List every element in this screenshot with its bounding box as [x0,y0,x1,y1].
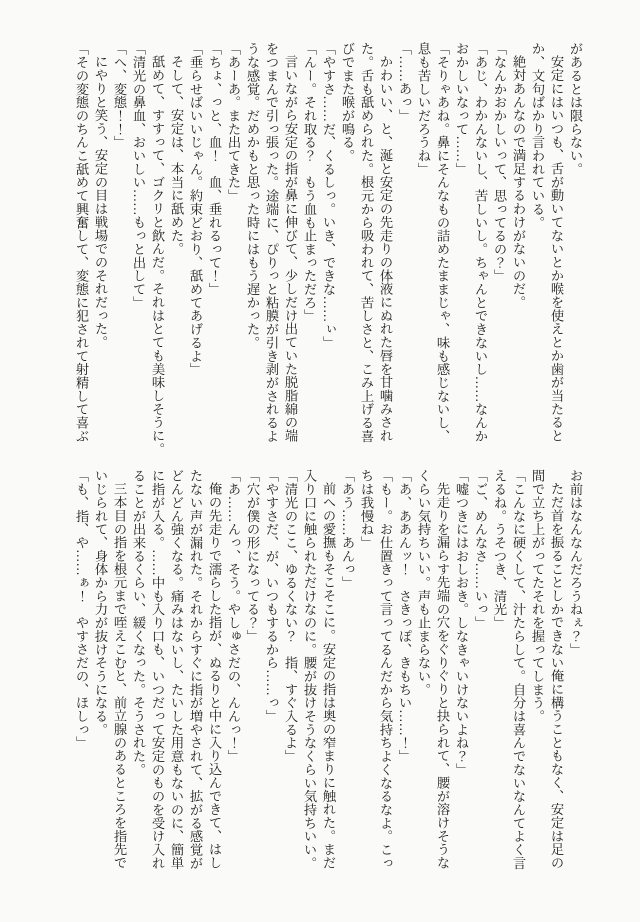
text-column: 「あう……あんっ」 [340,469,355,590]
text-column: 「その変態のちんこ舐めて興奮して、変態に犯されて射精して喜ぶ [74,42,89,443]
text-column: 「なんかおかしいって、思ってるの？」 [492,42,507,283]
text-column: おかしいなって……」 [454,42,469,176]
text-column: 間で立ち上がってたそれを握ってしまう。 [530,469,545,723]
text-column: 「清光の鼻血、おいしい……もっと出して」 [131,42,146,309]
text-column: 「そりゃあね。鼻にそんなもの詰めたままじゃ、味も感じないし、 [435,42,450,443]
text-column: えるね。うそつき、清光」 [492,469,507,630]
text-column: 「垂らせばいいじゃん。約束どおり、舐めてあげるよ」 [188,42,203,376]
text-column: 前への愛撫もそこそこに。安定の指は奥の窄まりに触れた。まだ [321,482,336,870]
text-column: 「こんなに硬くして、汁たらして。自分は喜んでないなんてよく言 [511,469,526,870]
text-column: にやりと笑う、安定の目は戦場でのそれだった。 [93,55,108,349]
text-column: か、文句ばかり言われている。 [530,42,545,229]
text-column: に指が入る。……中も入り口も、いつだって安定のものを受け入れ [150,469,165,870]
text-column: があるとは限らない。 [568,42,583,176]
text-column: 言いながら安定の指が鼻に伸びて、少しだけ出ていた脱脂綿の端 [283,55,298,443]
text-column: 安定にはいつも、舌が動いてないとか喉を使えとか歯が当たると [549,55,564,443]
text-column: 「嘘つきにはおしおき。しなきゃいけないよね？」 [454,469,469,777]
text-column: 「清光のここ、ゆるくない？ 指、すぐ入るよ」 [283,469,298,763]
text-column: たない声が漏れた。それからすぐに指が増やされて、拡がる感覚が [188,469,203,870]
text-column: ちは我慢ね」 [359,469,374,550]
text-column: 三本目の指を根元まで咥えこむと、前立腺のあるところを指先で [112,482,127,870]
text-column: 舐めて、すすって、ゴクリと飲んだ。それはとても美味しそうに。 [150,55,165,456]
text-column: いじられて、身体から力が抜けそうになる。 [93,469,108,736]
text-column: どんどん強くなる。痛みはないし、たいした用意もないのに、簡単 [169,469,184,870]
text-column: 「やすさだ、が、いつもするから……っ」 [264,469,279,723]
text-column: 絶対あんなので満足するわけがないのだ。 [511,55,526,309]
text-column: ることが出来るくらい、緩くなった。そうされた。 [131,469,146,777]
text-column: びでまた喉が鳴る。 [340,42,355,163]
text-column: 「あーあ。また出てきた」 [226,42,241,203]
lower-text-block [71,469,585,872]
text-column: 先走りを漏らす先端の穴をぐりぐりと抉られて、腰が溶けそうな [435,482,450,870]
text-column: 「んー。それ取る？ もう血も止まっただろ」 [302,42,317,323]
text-column: 俺の先走りで濡らした指が、ぬるりと中に入り込んできて、はし [207,482,222,870]
text-column: 息も苦しいだろうね」 [416,42,431,176]
text-column: 「ご、めんなさ……いっ」 [473,469,488,630]
text-column: 「……あっ」 [397,42,412,123]
text-column: うな感覚。だめかもと思った時にはもう遅かった。 [245,42,260,350]
text-column: かわいい、と、涎と安定の先走りの体液にぬれた唇を甘噛みされ [378,55,393,443]
upper-text-block [71,42,585,456]
text-column: ただ首を振ることしかできない俺に構うこともなく、安定は足の [549,482,564,870]
text-column: 「へ、変態！！」 [112,42,127,149]
text-column: 「穴が僕の形になってる？」 [245,469,260,643]
text-column: そして、安定は、本当に舐めた。 [169,55,184,256]
text-column: をつまんで引っ張った。途端に、ぴりっと粘膜が引き剥がされるよ [264,42,279,443]
text-column: 「もー。お仕置きって言ってるんだから気持ちよくなるなよ。こっ [378,469,393,870]
text-column: 「ちょ、っと、血！ 血、垂れるって！」 [207,42,222,296]
text-column: お前はなんなんだろうねぇ？」 [568,469,583,656]
text-column: た。舌も舐められた。根元から吸われて、苦しさと、こみ上げる喜 [359,42,374,443]
text-column: 「あじ、わかんないし、苦しいし。ちゃんとできないし……なんか [473,42,488,443]
text-column: 入り口に触られただけなのに。腰が抜けそうなくらい気持ちいい。 [302,469,317,870]
text-column: 「あ……んっ、そう。やしゅさだの、んんっ！」 [226,469,241,763]
text-column: 「も、指、や……ぁ！ やすさだの、ほしっ」 [74,469,89,750]
text-column: 「やすさ……だ、くるしっ。いき、できな……ぃ」 [321,42,336,350]
text-column: くらい気持ちいい。声も止まらない。 [416,469,431,696]
text-column: 「あ、ああんッ！ さきっぽ、きもちい……！」 [397,469,412,763]
